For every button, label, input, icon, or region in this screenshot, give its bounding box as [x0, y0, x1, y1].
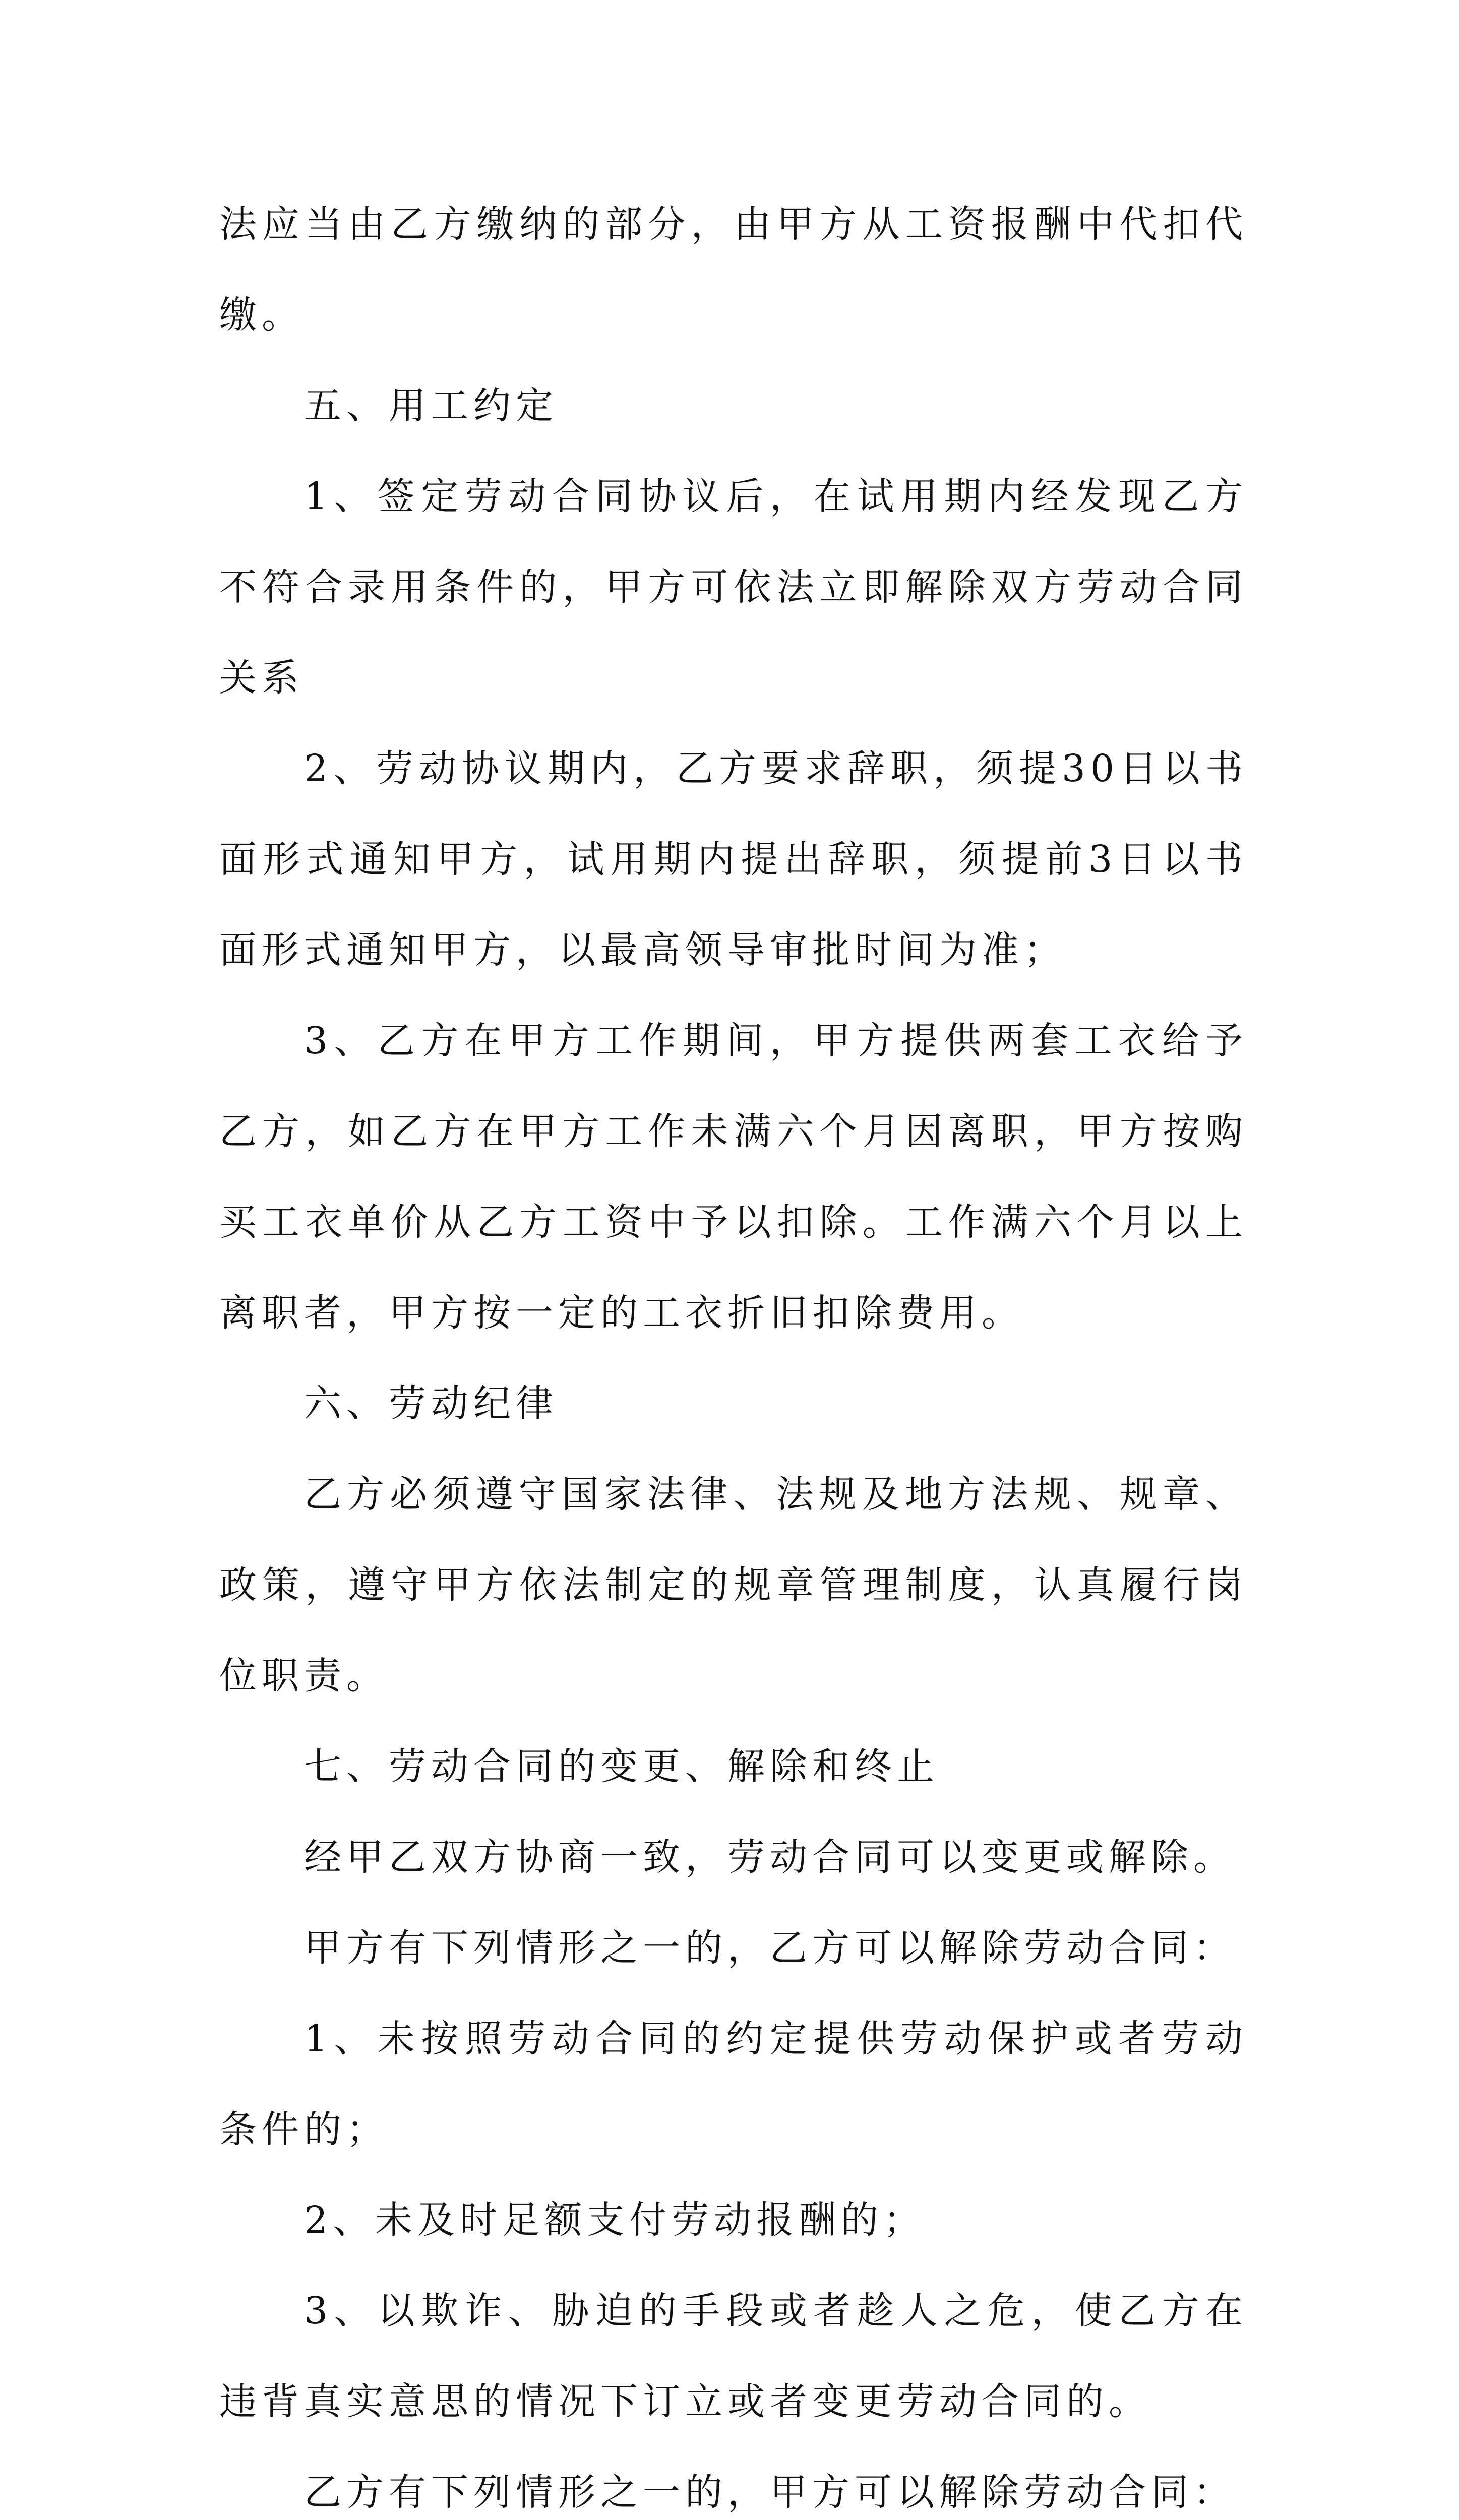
paragraph-employee-conditions-intro: 乙方有下列情形之一的，甲方可以解除劳动合同：: [304, 2471, 1236, 2514]
section-heading-contract-change: 七、劳动合同的变更、解除和终止: [304, 1745, 939, 1788]
paragraph-resignation-notice: 2、劳动协议期内，乙方要求辞职，须提30日以书面形式通知甲方，试用期内提出辞职，须提前3日以书面形式通知甲方，以最高领导审批时间为准；: [219, 747, 1248, 972]
list-item-employer-condition-2: 2、未及时足额支付劳动报酬的；: [304, 2198, 926, 2242]
list-item-employer-condition-1: 1、未按照劳动合同的约定提供劳动保护或者劳动条件的；: [219, 2017, 1248, 2151]
paragraph-continuation: 法应当由乙方缴纳的部分，由甲方从工资报酬中代扣代缴。: [219, 203, 1248, 337]
paragraph-probation-termination: 1、签定劳动合同协议后，在试用期内经发现乙方不符合录用条件的，甲方可依法立即解除双方劳动合同关系: [219, 475, 1248, 700]
paragraph-discipline-rules: 乙方必须遵守国家法律、法规及地方法规、规章、政策，遵守甲方依法制定的规章管理制度，认真履行岗位职责。: [219, 1473, 1248, 1697]
list-item-employer-condition-3: 3、以欺诈、胁迫的手段或者趁人之危，使乙方在违背真实意思的情况下订立或者变更劳动合同的。: [219, 2289, 1248, 2423]
section-heading-labor-discipline: 六、劳动纪律: [304, 1382, 558, 1425]
document-body: [219, 179, 1248, 2520]
section-heading-employment-terms: 五、用工约定: [304, 384, 558, 427]
paragraph-employer-conditions-intro: 甲方有下列情形之一的，乙方可以解除劳动合同：: [304, 1926, 1236, 1970]
paragraph-work-uniform: 3、乙方在甲方工作期间，甲方提供两套工衣给予乙方，如乙方在甲方工作未满六个月因离职，甲方按购买工衣单价从乙方工资中予以扣除。工作满六个月以上离职者，甲方按一定的工衣折旧扣除费用。: [219, 1019, 1248, 1335]
paragraph-mutual-agreement: 经甲乙双方协商一致，劳动合同可以变更或解除。: [304, 1836, 1236, 1879]
